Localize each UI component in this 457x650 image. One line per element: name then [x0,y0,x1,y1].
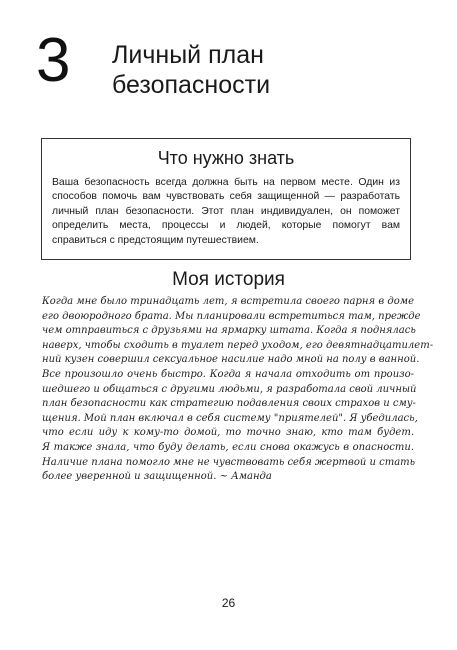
story-line: Я также знала, что буду делать, если снова окажусь в опасности. [42,441,414,453]
story-line: его двоюродного брата. Мы планировали встретиться там, прежде [42,310,421,322]
chapter-number: 3 [36,26,71,95]
chapter-title-line-2: безопасности [112,71,271,99]
story-text [42,295,434,485]
info-box-text: Ваша безопасность всегда должна быть на первом месте. Один из способов помочь вам чувствовать себя защищенной — разработать личный план безопасности. Этот план индивидуален, он поможет определить места, процессы и людей, которые помогут вам справиться с предстоящим путешествием. [52,177,400,246]
story-heading: Моя история [172,269,285,290]
chapter-title [112,40,270,100]
info-box-heading: Что нужно знать [157,148,295,168]
story-line: более уверенной и защищенной. ~ Аманда [42,471,272,483]
story-line: Наличие плана помогло мне не чувствовать себя жертвой и стать [42,456,416,468]
story-line: шедшего и общаться с другими людьми, я разработала свой личный [42,383,417,395]
story-line: план безопасности как стратегию подавления своих страхов и сму- [42,398,416,410]
info-box [41,138,411,260]
story-line: Все произошло очень быстро. Когда я начала отходить от произо- [42,368,414,380]
story-line: Когда мне было тринадцать лет, я встретила своего парня в доме [42,296,414,307]
story-line: щения. Мой план включал в себя систему "приятелей". Я убедилась, [42,412,418,424]
chapter-title-line-1: Личный план [112,41,264,69]
story-line: наверх, чтобы сходить в туалет перед уходом, его девятнадцатилет- [42,339,434,351]
story-line: что если иду к кому-то домой, то точно знаю, кто там будет. [42,427,414,439]
page-number: 26 [221,596,236,610]
story-line: ний кузен совершил сексуальное насилие надо мной на полу в ванной. [42,354,420,366]
story-line: чем отправиться с друзьями на ярмарку штата. Когда я поднялась [42,325,416,337]
